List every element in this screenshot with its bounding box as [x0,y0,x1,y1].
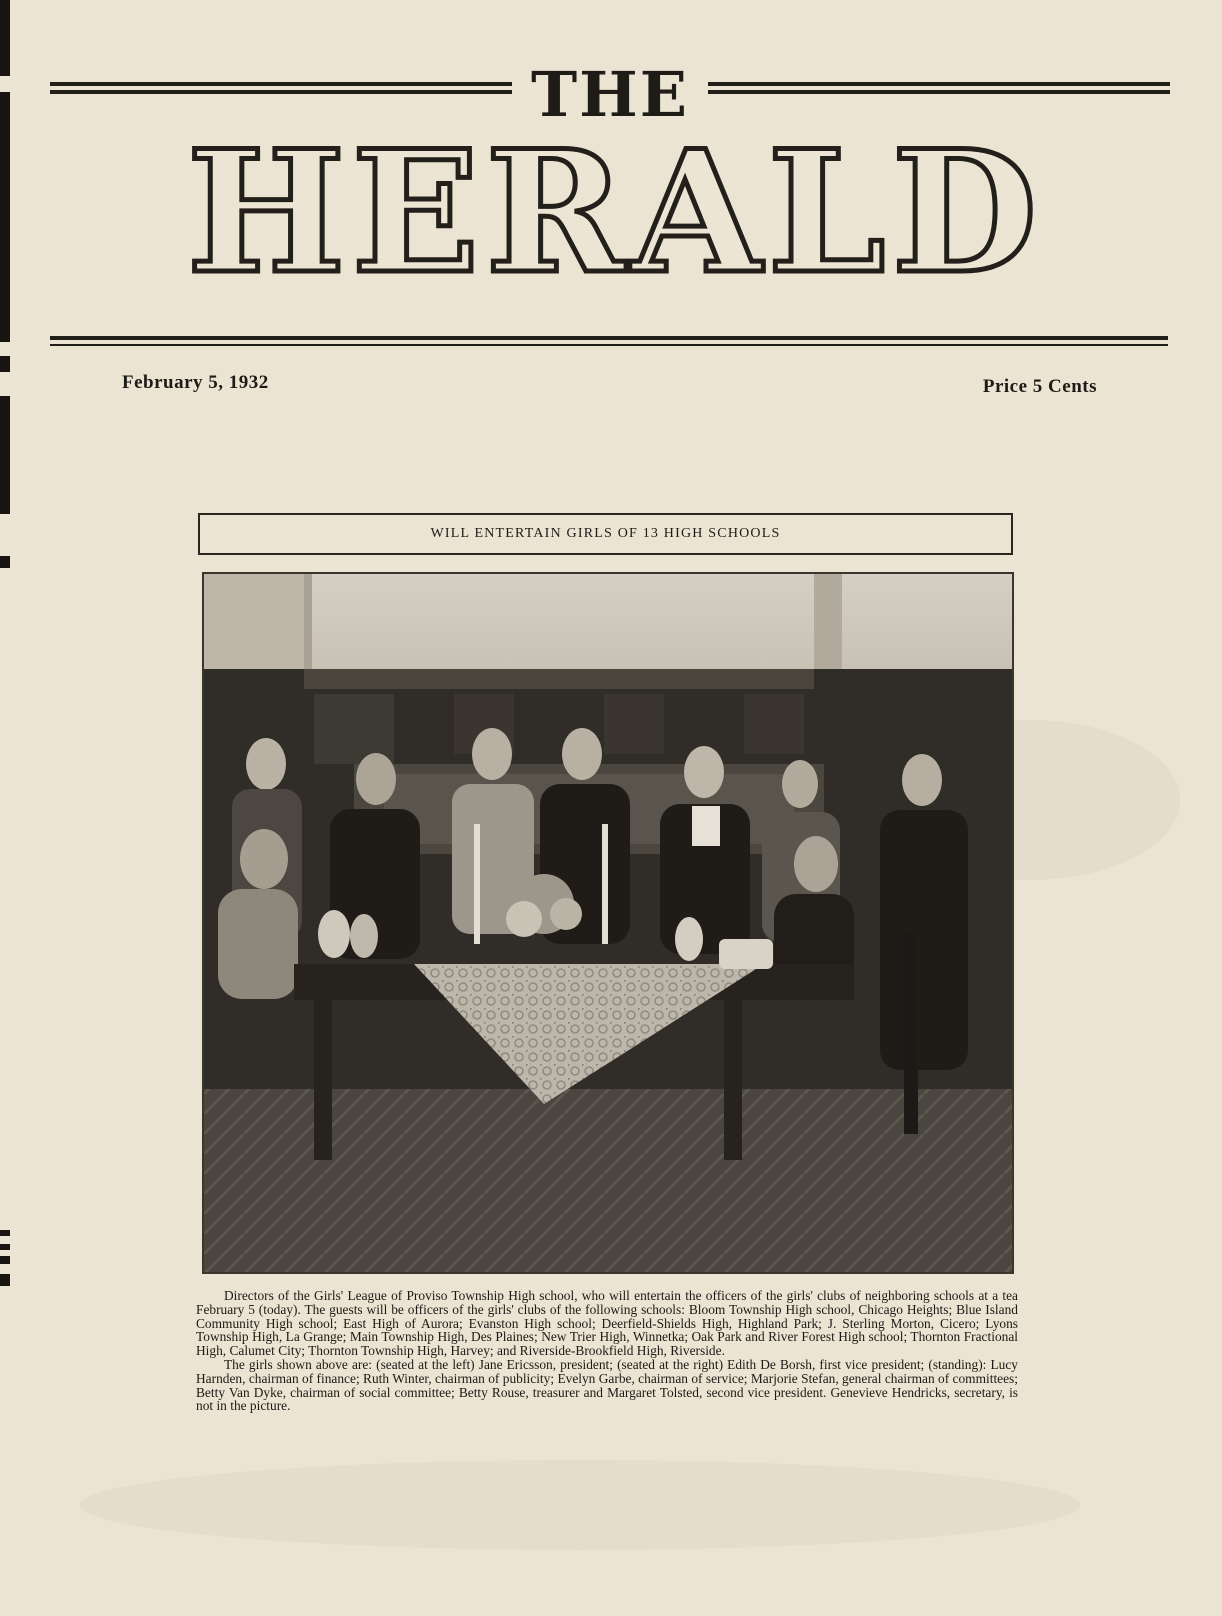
photo-caption [196,1289,1018,1413]
scan-edge-mark [0,356,10,372]
scan-edge-mark [0,0,10,76]
masthead-bottom-rule [50,336,1168,340]
masthead-rule-right [708,82,1170,94]
masthead-rule-left [50,82,512,94]
scan-edge-mark [0,1274,10,1286]
scan-edge-mark [0,1256,10,1264]
group-photograph-image [204,574,1012,1272]
issue-date: February 5, 1932 [122,372,269,393]
scan-edge-mark [0,92,10,342]
masthead-bottom-rule [50,344,1168,346]
caption-paragraph: Directors of the Girls' League of Proviso Township High school, who will entertain the officers of the girls' clubs of neighboring schools at a tea February 5 (today). The guests will be officers of the girls' clubs of the following schools: Bloom Township High school, Chicago Heights; Blue Island Community High school; East High of Aurora; Evanston High school; Deerfield-Shields High, Highland Park; J. Sterling Morton, Cicero; Lyons Township High, La Grange; Main Township High, Des Plaines; New Trier High, Winnetka; Oak Park and River Forest High school; Thornton Fractional High, Calumet City; Thornton Township High, Harvey; and Riverside-Brookfield High, Riverside. [196,1288,1018,1359]
caption-paragraph: The girls shown above are: (seated at the left) Jane Ericsson, president; (seated at the right) Edith De Borsh, first vice president; (standing): Lucy Harnden, chairman of finance; Ruth Winter, chairman of publicity; Evelyn Garbe, chairman of service; Marjorie Stefan, general chairman of committees; Betty Van Dyke, chairman of social committee; Betty Rouse, treasurer and Margaret Tolsted, second vice president. Genevieve Hendricks, secretary, is not in the picture. [196,1356,1018,1414]
scan-edge-mark [0,556,10,568]
paper-stain [80,1460,1080,1550]
article-headline-text: WILL ENTERTAIN GIRLS OF 13 HIGH SCHOOLS [430,526,781,541]
article-headline [198,513,1013,555]
scan-edge-mark [0,1230,10,1236]
issue-price: Price 5 Cents [982,376,1097,397]
scan-edge-mark [0,396,10,514]
scan-edge-mark [0,1244,10,1250]
masthead-title: HERALD [186,113,1044,311]
group-photograph [202,572,1014,1274]
masthead-the: THE [531,58,689,131]
